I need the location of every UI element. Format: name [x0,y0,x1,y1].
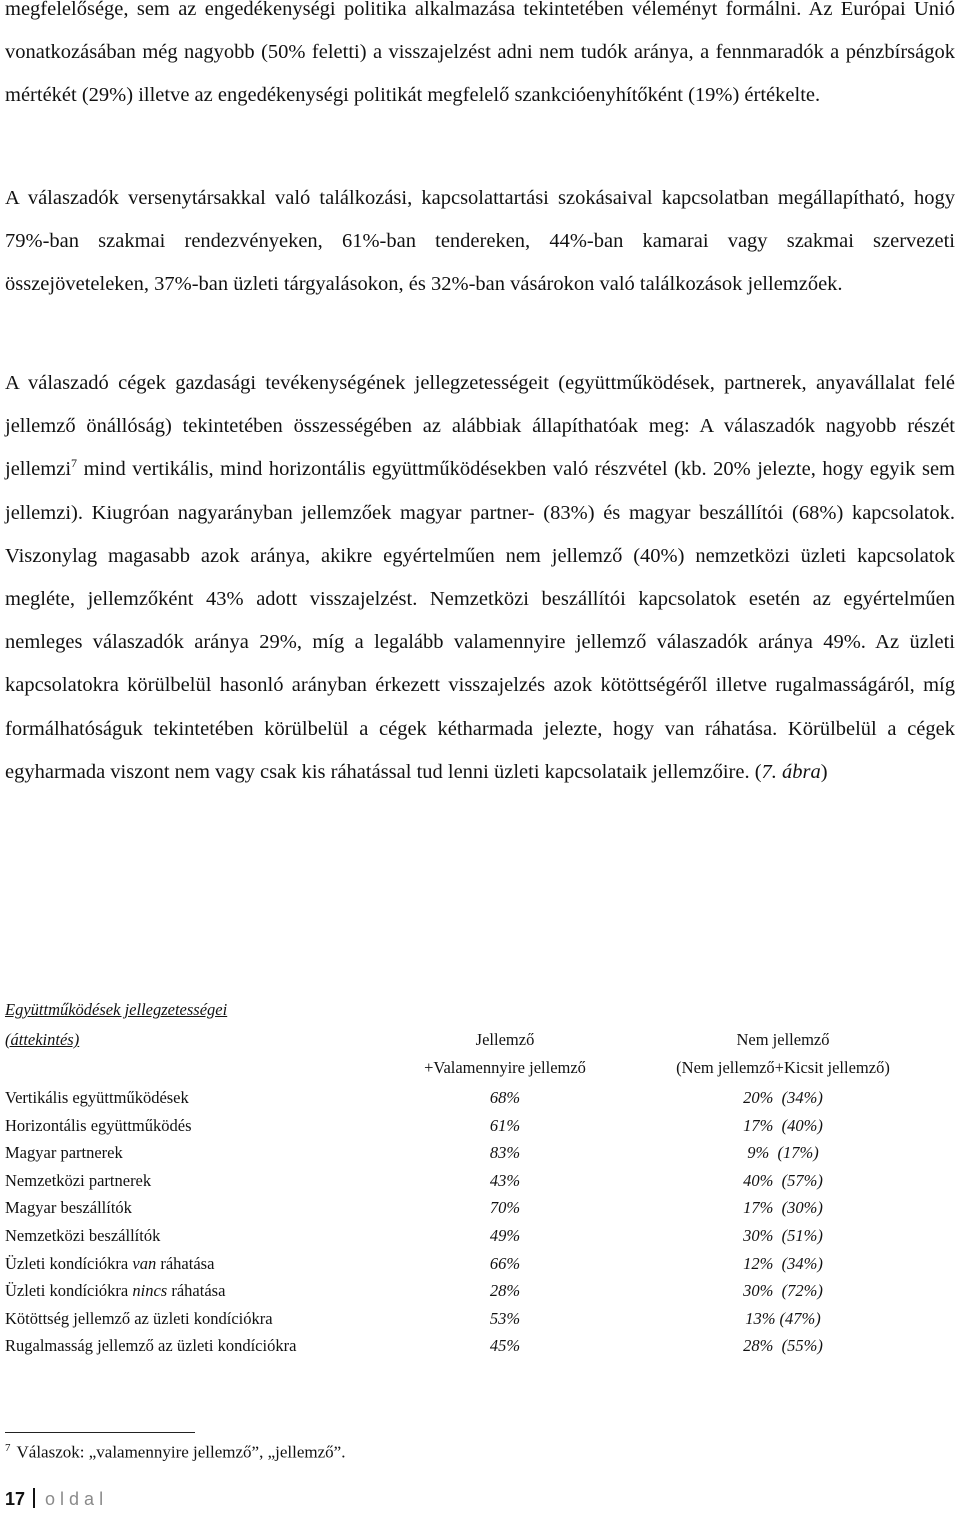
row-label-text: Magyar beszállítók [5,1198,132,1218]
row-label-text: ráhatása [156,1253,215,1273]
table-row [5,1171,960,1199]
cell-typical: 70% [489,1198,521,1218]
cell-not-typical: 40% (57%) [743,1170,823,1190]
row-label-text: Üzleti kondíciókra [5,1253,133,1273]
cell-typical: 68% [489,1088,521,1107]
table-row [5,1198,960,1226]
row-label [5,1254,214,1274]
row-label-emphasis: van [132,1253,157,1273]
table-row [5,1116,960,1144]
table-row [5,1309,960,1337]
cell-not-typical: 13% (47%) [745,1308,821,1328]
row-label [5,1198,132,1218]
table-caption-subtitle: (áttekintés) [5,1030,80,1049]
row-label [5,1309,273,1329]
row-label-text: Rugalmasság jellemző az üzleti kondíciókra [5,1336,297,1356]
table-row [5,1254,960,1282]
table-row [5,1281,960,1309]
table-row [5,1088,960,1116]
table-row [5,1336,960,1364]
row-label-text: Üzleti kondíciókra [5,1281,133,1301]
row-label-text: Horizontális együttműködés [5,1115,192,1135]
row-label-emphasis: nincs [132,1281,168,1301]
cell-typical: 28% [489,1281,521,1301]
row-label [5,1088,189,1108]
cell-not-typical: 30% (72%) [743,1281,823,1301]
row-label [5,1226,160,1246]
row-label-text: Nemzetközi beszállítók [5,1226,161,1245]
cell-typical: 45% [489,1336,521,1356]
row-label-text: Vertikális együttműködések [5,1088,189,1107]
row-label [5,1171,151,1191]
paragraph-leniency [5,0,955,118]
cell-typical: 49% [489,1226,521,1245]
paragraph-text: ) [820,760,828,783]
row-label [5,1116,192,1136]
row-label-text: Nemzetközi partnerek [5,1170,152,1190]
paragraph-cooperation [5,362,955,794]
footnote-marker: 7 [5,1442,11,1454]
paragraph-text: A válaszadó cégek gazdasági tevékenységének jellegzetességeit (együttműködések, partnerek, anyavállalat felé jellemző önállóság) tekintetében összességében az alábbiak állapíthatóak meg: A válaszadók nagyobb részét jellemzi [5,372,955,481]
cell-not-typical: 9% (17%) [747,1143,819,1163]
cell-not-typical: 28% (55%) [743,1336,823,1356]
table-caption: Együttműködések jellegzetességei [5,1000,228,1019]
paragraph-competitor-meetings [5,177,955,307]
paragraph-text: A válaszadók versenytársakkal való találkozási, kapcsolattartási szokásaival kapcsolatban megállapítható, hogy 79%-ban szakmai rendezvényeken, 61%-ban tendereken, 44%-ban kamarai vagy szakmai szervezeti összejöveteleken, 37%-ban üzleti tárgyalásokon, és 32%-ban vásárokon való találkozások jellemzőek. [5,187,955,296]
cell-typical: 43% [489,1170,521,1190]
page-number-value: 17 [5,1489,26,1509]
cell-typical: 53% [489,1308,521,1328]
figure-reference[interactable]: 7. ábra [761,760,821,783]
column-header-typical: Jellemző [475,1030,535,1049]
row-label [5,1143,123,1163]
paragraph-text: mind vertikális, mind horizontális együttműködésekben való részvétel (kb. 20% jelezte, hogy egyik sem jellemzi). Kiugróan nagyarányban jellemzőek magyar partner- (83%) és magyar beszállítói (68%) kapcsolatok. Viszonylag magasabb azok aránya, akikre egyértelműen nem jellemző (40%) nemzetközi üzleti kapcsolatok megléte, jellemzőként 43% adott visszajelzést. Nemzetközi beszállítói kapcsolatok esetén az egyértelműen nemleges válaszadók aránya 29%, míg a legalább valamennyire jellemző válaszadók aránya 49%. Az üzleti kapcsolatokra körülbelül hasonló arányban érkezett visszajelzés azok kötöttségéről illetve rugalmasságáról, míg formálhatóságuk tekintetében körülbelül a cégek kétharmada jelezte, hogy van ráhatása. Körülbelül a cégek egyharmada viszont nem vagy csak kis ráhatással tud lenni üzleti kapcsolataik jellemzőire. ( [5,458,955,783]
cell-not-typical: 20% (34%) [743,1088,823,1107]
column-header-not-typical: Nem jellemző [736,1030,830,1049]
row-label [5,1281,225,1301]
cell-not-typical: 30% (51%) [743,1226,823,1245]
footnote-reference[interactable]: 7 [71,456,78,471]
column-header-typical-sub: +Valamennyire jellemző [424,1058,586,1077]
footnote [5,1442,345,1463]
page-number [5,1488,108,1510]
footnote-divider [5,1432,195,1433]
row-label-text: Magyar partnerek [5,1143,123,1163]
paragraph-text: megfelelősége, sem az engedékenységi politika alkalmazása tekintetében véleményt formálni. Az Európai Unió vonatkozásában még nagyobb (50% feletti) a visszajelzést adni nem tudók aránya, a fennmaradók a pénzbírságok mértékét (29%) illetve az engedékenységi politikát megfelelő szankcióenyhítőként (19%) értékelte. [5,0,955,107]
page-number-label: oldal [45,1489,109,1509]
cell-typical: 83% [489,1143,521,1163]
cell-typical: 66% [489,1253,521,1273]
row-label-text: ráhatása [167,1281,226,1301]
page-number-separator [33,1488,35,1508]
cell-not-typical: 17% (40%) [743,1115,823,1135]
row-label [5,1336,296,1356]
cell-not-typical: 12% (34%) [743,1253,823,1273]
cell-typical: 61% [489,1115,521,1135]
cell-not-typical: 17% (30%) [743,1198,823,1218]
column-header-not-typical-sub: (Nem jellemző+Kicsit jellemző) [676,1058,890,1077]
row-label-text: Kötöttség jellemző az üzleti kondíciókra [5,1308,273,1328]
table-row [5,1226,960,1254]
footnote-text: Válaszok: „valamennyire jellemző”, „jellemző”. [16,1442,346,1462]
table-row [5,1143,960,1171]
